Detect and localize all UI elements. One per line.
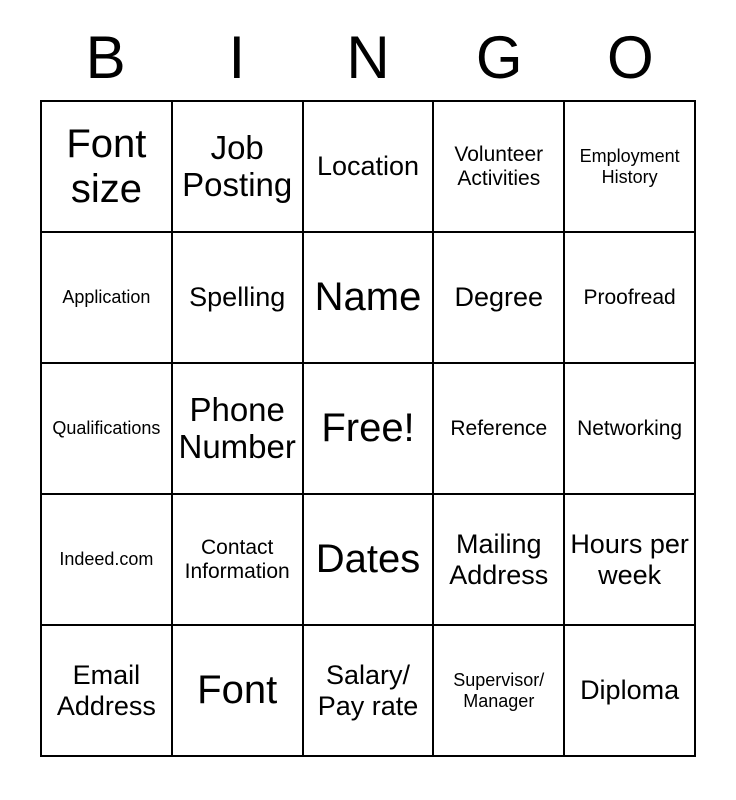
bingo-cell-label: Salary/ Pay rate xyxy=(317,660,419,721)
bingo-cell-label: Location xyxy=(316,151,420,182)
bingo-cell-label: Font size xyxy=(66,121,147,211)
bingo-cell-label: Contact Information xyxy=(184,535,290,583)
bingo-cell[interactable] xyxy=(304,495,435,626)
bingo-cell[interactable] xyxy=(304,626,435,757)
bingo-cell[interactable] xyxy=(42,495,173,626)
bingo-cell-label: Dates xyxy=(315,537,421,582)
bingo-cell-label: Application xyxy=(62,287,151,308)
bingo-cell[interactable] xyxy=(304,102,435,233)
bingo-cell-label: Indeed.com xyxy=(59,549,154,570)
header-letter-n: N xyxy=(346,24,390,91)
bingo-cell-label: Free! xyxy=(321,406,415,451)
bingo-cell-label: Supervisor/ Manager xyxy=(453,670,545,711)
bingo-cell[interactable] xyxy=(42,102,173,233)
header-letter-g: G xyxy=(475,24,523,91)
bingo-cell-label: Hours per week xyxy=(570,529,689,590)
bingo-cell-label: Employment History xyxy=(579,146,680,187)
bingo-cell-label: Proofread xyxy=(583,285,676,309)
bingo-cell-label: Spelling xyxy=(189,282,286,313)
bingo-cell[interactable] xyxy=(173,233,304,364)
bingo-cell[interactable] xyxy=(173,364,304,495)
bingo-cell-label: Degree xyxy=(454,282,544,313)
bingo-cell-label: Font xyxy=(197,668,278,713)
bingo-cell[interactable] xyxy=(42,364,173,495)
bingo-cell[interactable] xyxy=(42,233,173,364)
bingo-cell[interactable] xyxy=(304,233,435,364)
bingo-cell-label: Phone Number xyxy=(178,390,296,465)
bingo-cell[interactable] xyxy=(565,233,696,364)
bingo-cell[interactable] xyxy=(565,495,696,626)
bingo-cell-label: Email Address xyxy=(56,660,156,721)
header-letter-i: I xyxy=(228,24,246,91)
bingo-cell-label: Volunteer Activities xyxy=(454,142,544,190)
bingo-cell-label: Networking xyxy=(577,416,683,440)
bingo-cell-label: Diploma xyxy=(580,675,680,706)
bingo-grid xyxy=(40,100,696,757)
header-letter-o: O xyxy=(607,24,654,91)
bingo-cell[interactable] xyxy=(173,102,304,233)
bingo-cell[interactable] xyxy=(434,364,565,495)
bingo-cell[interactable] xyxy=(565,364,696,495)
bingo-cell-free[interactable] xyxy=(304,364,435,495)
bingo-cell-label: Job Posting xyxy=(182,128,293,203)
bingo-cell-label: Mailing Address xyxy=(449,529,549,590)
bingo-cell[interactable] xyxy=(565,626,696,757)
bingo-cell-label: Name xyxy=(314,275,422,320)
bingo-cell[interactable] xyxy=(434,102,565,233)
bingo-cell[interactable] xyxy=(173,626,304,757)
bingo-cell[interactable] xyxy=(173,495,304,626)
bingo-cell-label: Reference xyxy=(450,416,548,440)
bingo-header-row xyxy=(40,26,696,90)
bingo-cell[interactable] xyxy=(434,626,565,757)
bingo-cell[interactable] xyxy=(434,495,565,626)
bingo-cell-label: Qualifications xyxy=(52,418,161,439)
bingo-cell[interactable] xyxy=(434,233,565,364)
header-letter-b: B xyxy=(85,24,126,91)
bingo-cell[interactable] xyxy=(42,626,173,757)
bingo-cell[interactable] xyxy=(565,102,696,233)
